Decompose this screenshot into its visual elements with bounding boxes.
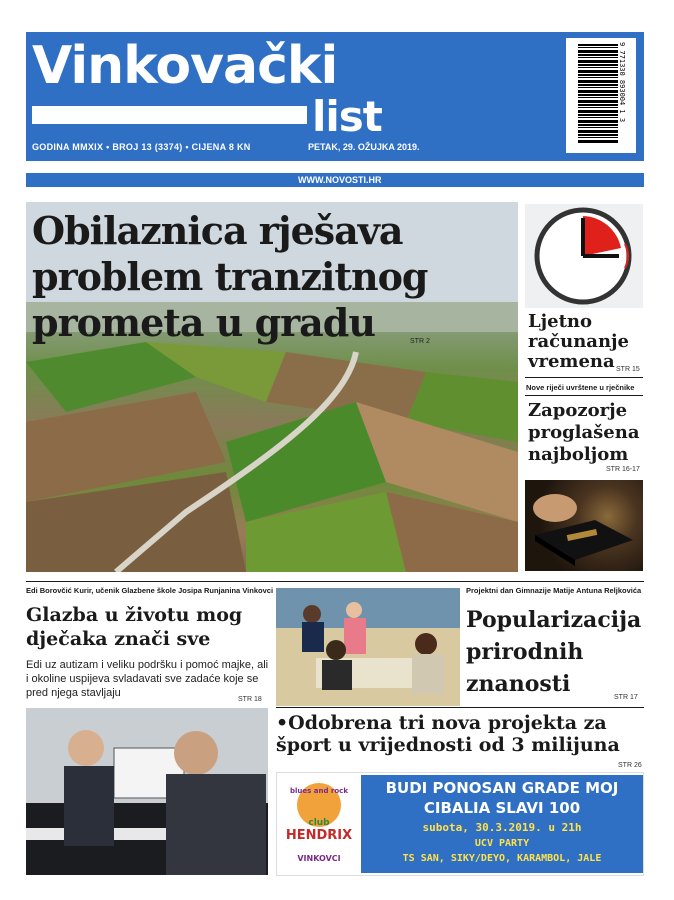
ad-line-3: subota, 30.3.2019. u 21h — [422, 821, 582, 834]
logo-name-text: HENDRIX — [285, 828, 353, 843]
website-link[interactable]: WWW.NOVOSTI.HR — [298, 175, 382, 185]
masthead-title: Vinkovački — [32, 36, 338, 96]
music-page-ref: STR 18 — [238, 696, 262, 703]
music-body: Edi uz autizam i veliku podršku i pomoć majke, ali i okoline uspijeva svladavati sve zadaće koje se pred njega stavljaju — [26, 659, 269, 699]
sport-headline[interactable]: •Odobrena tri nova projekta za šport u vrijednosti od 3 milijuna — [276, 712, 620, 756]
issue-meta: GODINA MMXIX • BROJ 13 (3374) • CIJENA 8 KN — [32, 142, 251, 152]
sport-page-ref: STR 26 — [618, 762, 642, 769]
science-headline[interactable]: Popularizacija prirodnih znanosti — [466, 607, 642, 697]
clock-icon — [525, 204, 643, 308]
divider — [525, 377, 643, 378]
dictionary-kicker: Nove riječi uvrštene u rječnike — [526, 383, 635, 392]
classroom-photo — [276, 588, 460, 706]
science-page-ref: STR 17 — [614, 694, 638, 701]
barcode-number: 9 771330 893004 1 3 — [618, 42, 626, 123]
masthead — [26, 32, 644, 161]
book-illustration — [525, 480, 643, 571]
science-kicker: Projektni dan Gimnazije Matije Antuna Reljkovića — [466, 586, 642, 595]
piano-photo — [26, 708, 268, 875]
classroom-illustration — [276, 588, 460, 706]
issue-date: PETAK, 29. OŽUJKA 2019. — [308, 142, 420, 152]
music-headline[interactable]: Glazba u životu mog dječaka znači sve — [26, 604, 243, 650]
masthead-bar — [32, 106, 307, 124]
logo-city-text: VINKOVCI — [297, 854, 341, 863]
dst-page-ref: STR 15 — [616, 366, 640, 373]
ad-line-2: CIBALIA SLAVI 100 — [423, 799, 581, 817]
event-advertisement[interactable] — [276, 772, 644, 876]
award-page-ref: STR 16-17 — [606, 466, 640, 473]
ad-line-5: TS SAN, SIKY/DEYO, KARAMBOL, JALE — [402, 853, 602, 864]
logo-club-text: club — [308, 818, 330, 828]
award-headline[interactable]: Zapozorje proglašena najboljom — [528, 400, 640, 465]
music-kicker: Edi Borovčić Kurir, učenik Glazbene škole Josipa Runjanina Vinkovci — [26, 586, 274, 595]
main-headline[interactable]: Obilaznica rješava problem tranzitnog prometa u gradu — [32, 208, 428, 345]
divider — [276, 707, 644, 708]
club-logo-graphic — [279, 775, 359, 873]
ad-panel — [361, 775, 643, 873]
divider — [525, 395, 643, 396]
dst-headline[interactable]: Ljetno računanje vremena — [528, 311, 629, 372]
masthead-subtitle: list — [312, 92, 382, 141]
logo-top-text: blues and rock — [290, 787, 348, 795]
section-divider — [26, 581, 644, 582]
main-page-ref: STR 2 — [410, 338, 430, 345]
book-photo — [525, 480, 643, 571]
barcode — [566, 38, 636, 153]
barcode-lines — [578, 44, 618, 144]
ad-line-4: UCV PARTY — [474, 838, 530, 849]
club-hendrix-logo — [279, 775, 359, 873]
ad-line-1: BUDI PONOSAN GRADE MOJ — [385, 779, 619, 797]
clock-image — [525, 204, 643, 308]
url-bar — [26, 173, 644, 187]
piano-illustration — [26, 708, 268, 875]
